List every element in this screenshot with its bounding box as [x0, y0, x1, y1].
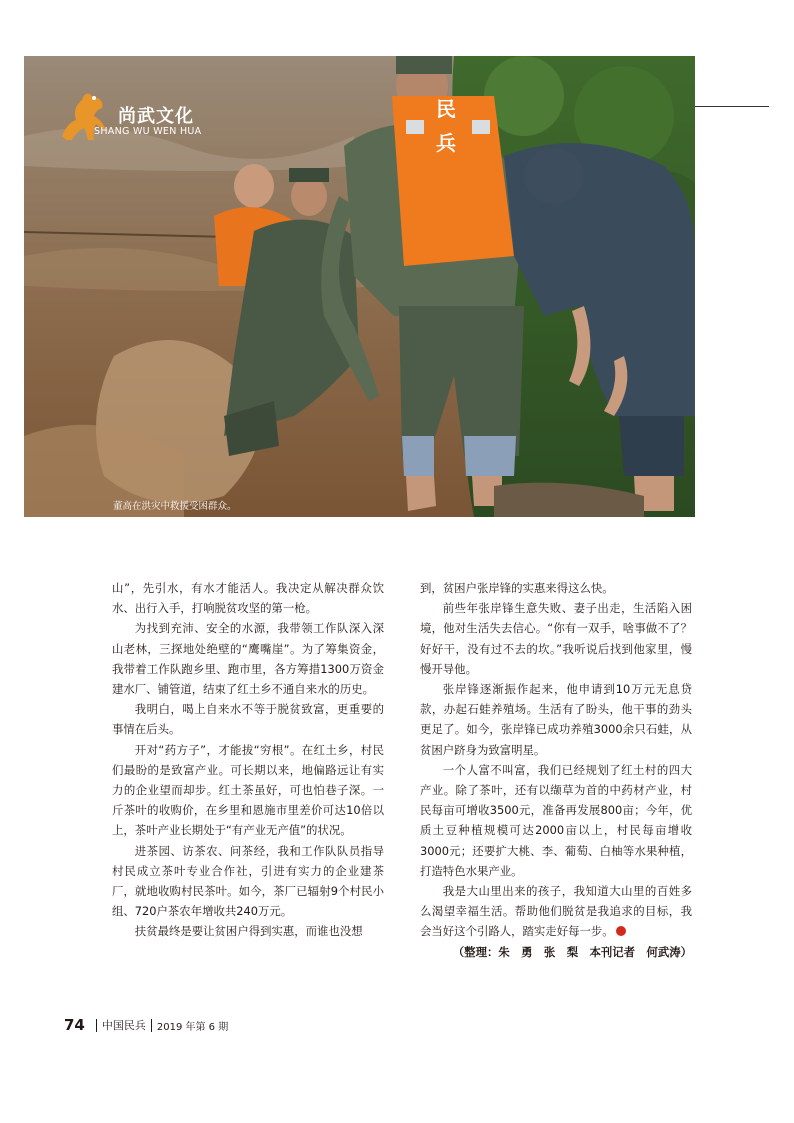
- magazine-name: 中国民兵: [101, 1019, 146, 1032]
- article-credit: （整理：朱 勇 张 梨 本刊记者 何武涛）: [452, 944, 692, 959]
- vest-char-1: 民兵: [436, 97, 456, 155]
- final-text: 我是大山里出来的孩子，我知道大山里的百姓多么渴望幸福生活。帮助他们脱贫是我追求的目标，我会当好这个引路人，踏实走好每一步。: [420, 884, 692, 939]
- paragraph: 进茶园、访茶农、问茶经，我和工作队队员指导村民成立茶叶专业合作社，引进有实力的企业建茶厂，就地收购村民茶叶。如今，茶厂已辐射9个村民小组、720户茶农年增收共240万元。: [112, 843, 384, 919]
- article-column-right: [420, 578, 692, 962]
- page-number: 74: [64, 1016, 85, 1034]
- paragraph: 前些年张岸锋生意失败、妻子出走，生活陷入困境，他对生活失去信心。“你有一双手，啥事做不了？好好干，没有过不去的坎。”我听说后找到他家里，慢慢开导他。: [420, 601, 692, 676]
- paragraph: 张岸锋逐渐振作起来，他申请到10万元无息贷款，办起石蛙养殖场。生活有了盼头，他干事的劲头更足了。如今，张岸锋已成功养殖3000余只石蛙，从贫困户跻身为致富明星。: [420, 682, 692, 757]
- footer-divider: [96, 1019, 97, 1032]
- paragraph: 到，贫困户张岸锋的实惠来得这么快。: [420, 581, 614, 595]
- paragraph: 一个人富不叫富，我们已经规划了红土村的四大产业。除了茶叶，还有以缬草为首的中药材产业，村民每亩可增收3500元，准备再发展800亩；今年，优质土豆种植规模可达2000亩以上，村民每亩增收3000元；还要扩大桃、李、葡萄、白柚等水果种植，打造特色水果产业。: [420, 762, 692, 878]
- footer-divider: [151, 1019, 152, 1032]
- paragraph: 山”，先引水，有水才能活人。我决定从解决群众饮水、出行入手，打响脱贫攻坚的第一枪。: [112, 581, 384, 616]
- paragraph-final: [420, 881, 692, 942]
- paragraph: 为找到充沛、安全的水源，我带领工作队深入深山老林，三探地处绝壁的“鹰嘴崖”。为了筹集资金，我带着工作队跑乡里、跑市里，各方筹措1300万资金建水厂、铺管道，结束了红土乡不通自来水的历史。: [112, 621, 384, 697]
- section-subtitle: SHANG WU WEN HUA: [94, 126, 202, 137]
- end-mark-icon: [616, 926, 626, 936]
- issue-number: 2019 年第 6 期: [156, 1021, 229, 1033]
- section-title: 尚武文化: [118, 106, 194, 127]
- article-column-left: [112, 578, 384, 942]
- paragraph: 扶贫最终是要让贫困户得到实惠，而谁也没想: [134, 924, 363, 939]
- paragraph: 我明白，喝上自来水不等于脱贫致富，更重要的事情在后头。: [112, 702, 384, 737]
- page-footer: [64, 1016, 228, 1034]
- header-rule: [695, 106, 769, 107]
- horse-logo-icon: [54, 86, 114, 146]
- photo-caption: 董高在洪灾中救援受困群众。: [113, 501, 237, 512]
- paragraph: 开对“药方子”，才能拔“穷根”。在红土乡，村民们最盼的是致富产业。可长期以来，地偏路远让有实力的企业望而却步。红土茶虽好，可也怕巷子深。一斤茶叶的收购价，在乡里和恩施市里差价可达10倍以上，茶叶产业长期处于“有产业无产值”的状况。: [112, 742, 384, 838]
